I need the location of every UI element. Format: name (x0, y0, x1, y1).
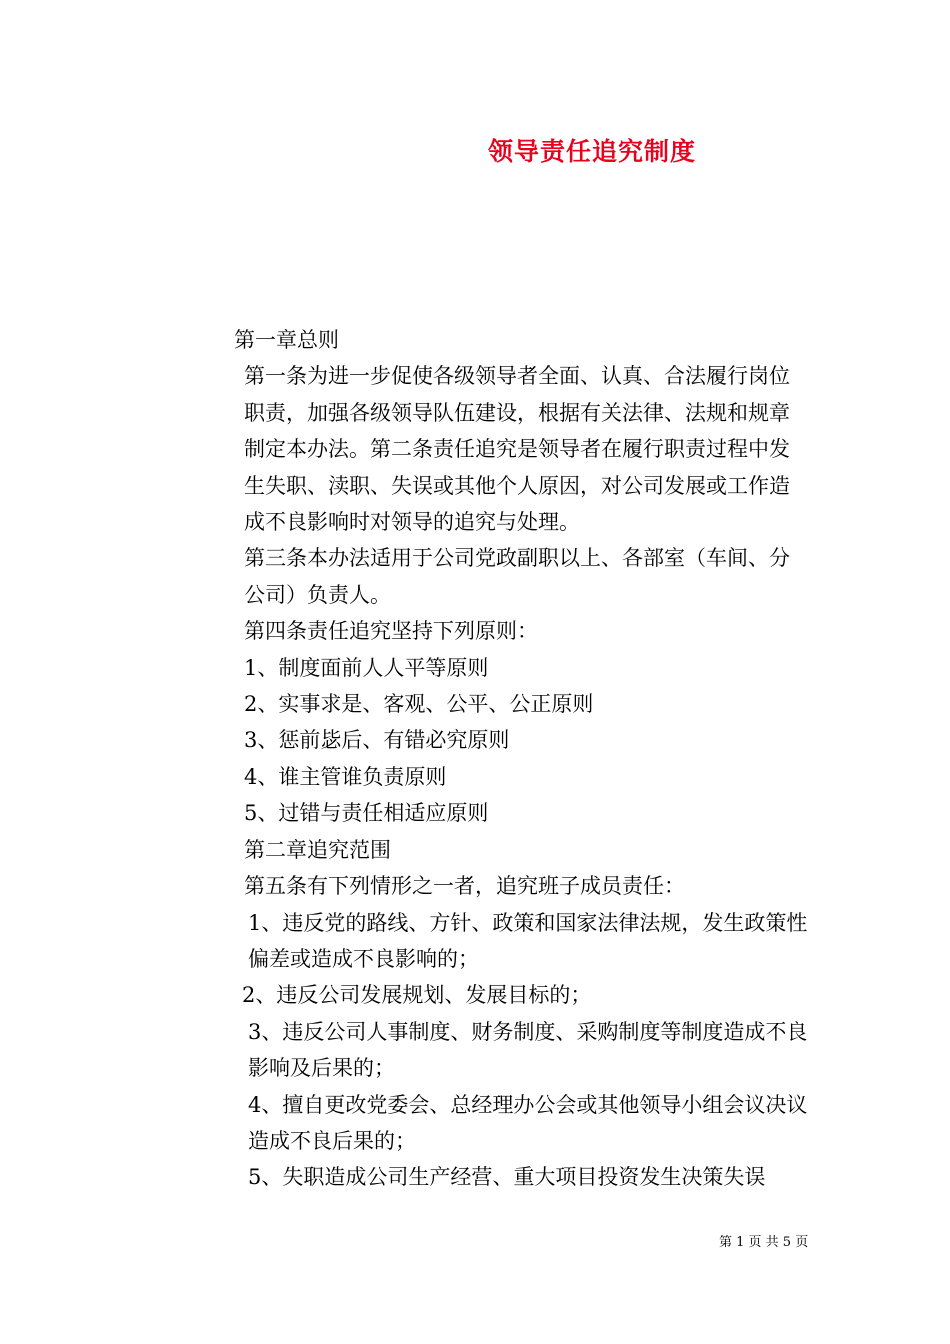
document-title: 领导责任追究制度 (488, 137, 697, 166)
list-item-case-1: 1、违反党的路线、方针、政策和国家法律法规，发生政策性偏差或造成不良影响的； (248, 910, 808, 971)
paragraph-article-1-2: 第一条为进一步促使各级领导者全面、认真、合法履行岗位职责，加强各级领导队伍建设，根据有关法律、法规和规章制定本办法。第二条责任追究是领导者在履行职责过程中发生失职、渎职、失误或其他个人原因，对公司发展或工作造成不良影响时对领导的追究与处理。 (244, 364, 790, 535)
list-item-principle-4: 4、谁主管谁负责原则 (244, 764, 447, 789)
list-item-case-2: 2、违反公司发展规划、发展目标的； (242, 983, 592, 1008)
list-item-case-4: 4、擅自更改党委会、总经理办公会或其他领导小组会议决议造成不良后果的； (248, 1092, 808, 1153)
document-body (146, 322, 808, 1196)
paragraph-article-5: 第五条有下列情形之一者，追究班子成员责任： (244, 874, 685, 899)
list-item-case-3: 3、违反公司人事制度、财务制度、采购制度等制度造成不良影响及后果的； (248, 1019, 808, 1081)
chapter-heading-1: 第一章总则 (234, 328, 339, 352)
list-item-principle-1: 1、制度面前人人平等原则 (244, 655, 489, 680)
paragraph-article-3: 第三条本办法适用于公司党政副职以上、各部室（车间、分公司）负责人。 (244, 546, 790, 607)
list-item-principle-2: 2、实事求是、客观、公平、公正原则 (244, 692, 594, 717)
list-item-case-5: 5、失职造成公司生产经营、重大项目投资发生决策失误 (248, 1165, 766, 1190)
list-item-principle-5: 5、过错与责任相适应原则 (244, 801, 489, 826)
page-number-footer: 第 1 页 共 5 页 (719, 1235, 809, 1250)
paragraph-article-4: 第四条责任追究坚持下列原则： (244, 619, 538, 644)
chapter-heading-2: 第二章追究范围 (244, 837, 391, 862)
list-item-principle-3: 3、惩前毖后、有错必究原则 (244, 728, 510, 753)
